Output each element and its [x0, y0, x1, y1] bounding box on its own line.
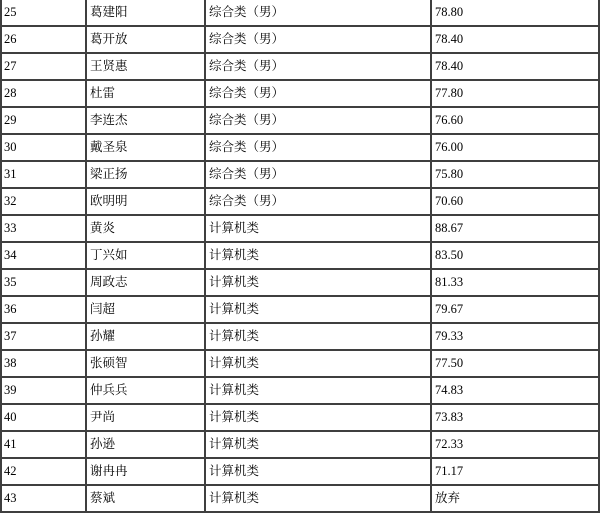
score-cell: 74.83 [431, 377, 599, 404]
table-row [1, 26, 599, 53]
name-cell: 黄炎 [86, 215, 205, 242]
score-cell: 73.83 [431, 404, 599, 431]
rank-cell: 30 [1, 134, 86, 161]
category-cell: 综合类（男） [205, 53, 431, 80]
score-cell: 79.67 [431, 296, 599, 323]
score-cell: 79.33 [431, 323, 599, 350]
score-cell: 78.40 [431, 26, 599, 53]
rank-cell: 39 [1, 377, 86, 404]
category-cell: 计算机类 [205, 458, 431, 485]
table-row [1, 377, 599, 404]
rank-cell: 42 [1, 458, 86, 485]
score-cell: 75.80 [431, 161, 599, 188]
rank-cell: 38 [1, 350, 86, 377]
score-cell: 78.40 [431, 53, 599, 80]
rank-cell: 25 [1, 0, 86, 26]
category-cell: 综合类（男） [205, 80, 431, 107]
category-cell: 计算机类 [205, 215, 431, 242]
name-cell: 欧明明 [86, 188, 205, 215]
name-cell: 张硕智 [86, 350, 205, 377]
rank-cell: 40 [1, 404, 86, 431]
category-cell: 综合类（男） [205, 188, 431, 215]
table-row [1, 296, 599, 323]
rank-cell: 27 [1, 53, 86, 80]
score-cell: 76.60 [431, 107, 599, 134]
table-row [1, 323, 599, 350]
category-cell: 计算机类 [205, 296, 431, 323]
score-cell: 76.00 [431, 134, 599, 161]
name-cell: 戴圣泉 [86, 134, 205, 161]
name-cell: 李连杰 [86, 107, 205, 134]
name-cell: 梁正扬 [86, 161, 205, 188]
rank-cell: 32 [1, 188, 86, 215]
table-row [1, 0, 599, 26]
table-row [1, 458, 599, 485]
category-cell: 计算机类 [205, 431, 431, 458]
name-cell: 谢冉冉 [86, 458, 205, 485]
name-cell: 王贤惠 [86, 53, 205, 80]
name-cell: 丁兴如 [86, 242, 205, 269]
score-cell: 放弃 [431, 485, 599, 512]
category-cell: 计算机类 [205, 404, 431, 431]
score-table-body [1, 0, 599, 512]
rank-cell: 28 [1, 80, 86, 107]
table-row [1, 269, 599, 296]
category-cell: 计算机类 [205, 350, 431, 377]
table-row [1, 485, 599, 512]
table-row [1, 350, 599, 377]
name-cell: 葛建阳 [86, 0, 205, 26]
name-cell: 尹尚 [86, 404, 205, 431]
score-cell: 70.60 [431, 188, 599, 215]
table-row [1, 80, 599, 107]
table-row [1, 161, 599, 188]
score-cell: 78.80 [431, 0, 599, 26]
score-cell: 88.67 [431, 215, 599, 242]
table-row [1, 431, 599, 458]
rank-cell: 37 [1, 323, 86, 350]
rank-cell: 43 [1, 485, 86, 512]
score-cell: 77.50 [431, 350, 599, 377]
category-cell: 综合类（男） [205, 161, 431, 188]
category-cell: 综合类（男） [205, 107, 431, 134]
score-cell: 77.80 [431, 80, 599, 107]
score-cell: 71.17 [431, 458, 599, 485]
name-cell: 蔡斌 [86, 485, 205, 512]
category-cell: 计算机类 [205, 377, 431, 404]
table-row [1, 188, 599, 215]
name-cell: 葛开放 [86, 26, 205, 53]
category-cell: 综合类（男） [205, 0, 431, 26]
score-cell: 81.33 [431, 269, 599, 296]
rank-cell: 41 [1, 431, 86, 458]
rank-cell: 29 [1, 107, 86, 134]
category-cell: 计算机类 [205, 269, 431, 296]
table-row [1, 134, 599, 161]
name-cell: 杜雷 [86, 80, 205, 107]
name-cell: 闫超 [86, 296, 205, 323]
name-cell: 孙逊 [86, 431, 205, 458]
rank-cell: 35 [1, 269, 86, 296]
rank-cell: 34 [1, 242, 86, 269]
name-cell: 仲兵兵 [86, 377, 205, 404]
table-row [1, 107, 599, 134]
rank-cell: 26 [1, 26, 86, 53]
name-cell: 周政志 [86, 269, 205, 296]
rank-cell: 33 [1, 215, 86, 242]
rank-cell: 31 [1, 161, 86, 188]
table-row [1, 242, 599, 269]
category-cell: 综合类（男） [205, 26, 431, 53]
table-row [1, 215, 599, 242]
category-cell: 计算机类 [205, 485, 431, 512]
category-cell: 计算机类 [205, 242, 431, 269]
score-cell: 83.50 [431, 242, 599, 269]
table-row [1, 53, 599, 80]
category-cell: 计算机类 [205, 323, 431, 350]
name-cell: 孙耀 [86, 323, 205, 350]
score-cell: 72.33 [431, 431, 599, 458]
category-cell: 综合类（男） [205, 134, 431, 161]
table-row [1, 404, 599, 431]
rank-cell: 36 [1, 296, 86, 323]
